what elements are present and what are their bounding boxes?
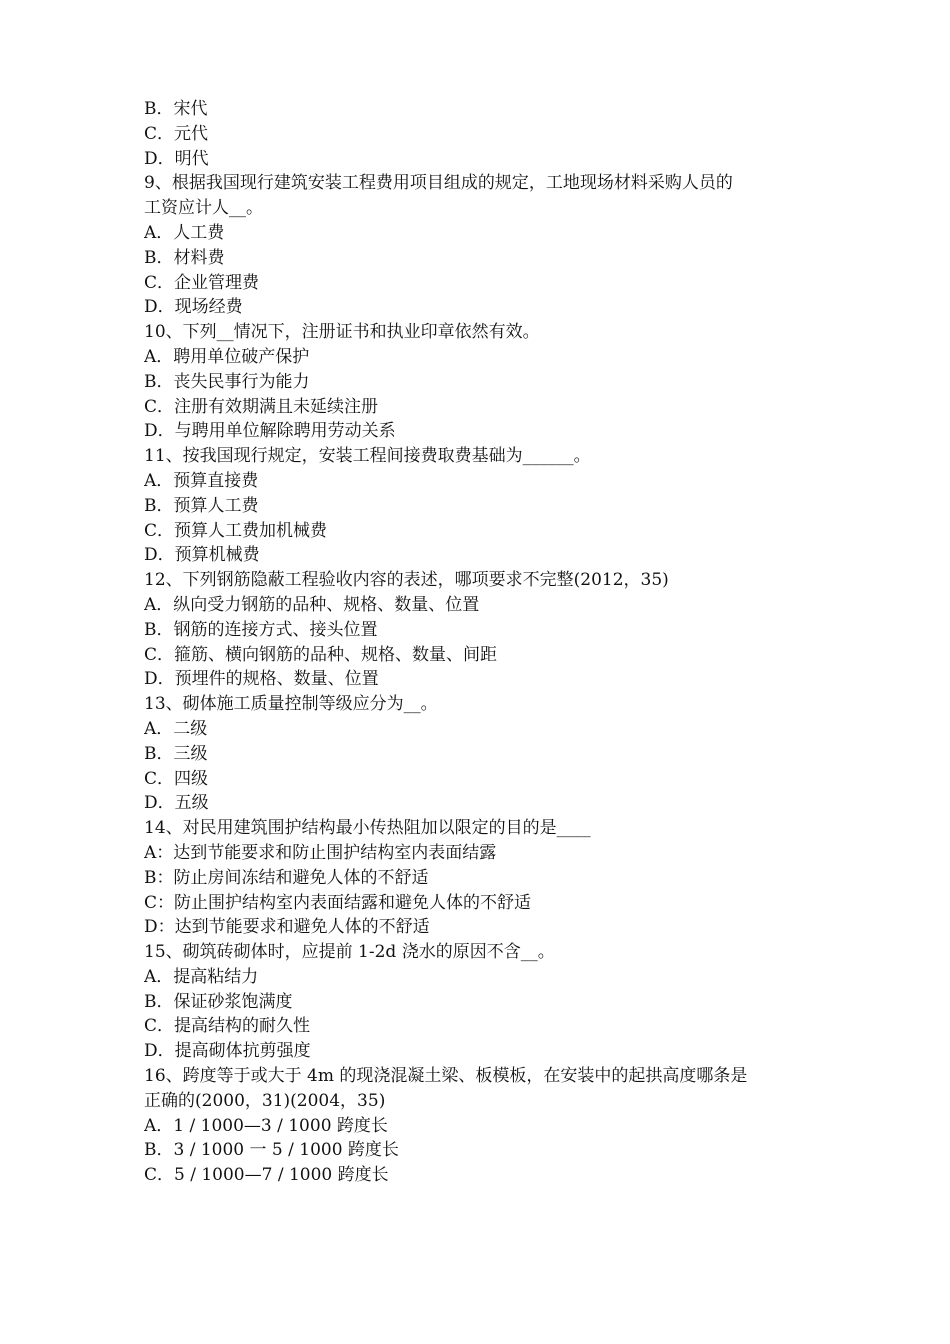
option-line: B．保证砂浆饱满度 (144, 991, 293, 1012)
option-line: B．宋代 (144, 99, 208, 119)
option-line: B．3 / 1000 一 5 / 1000 跨度长 (144, 1140, 399, 1161)
option-line: A：达到节能要求和防止围护结构室内表面结露 (144, 842, 497, 863)
option-line: D．提高砌体抗剪强度 (144, 1041, 311, 1062)
option-line: D．明代 (144, 148, 209, 169)
option-line: D．预算机械费 (144, 545, 260, 566)
option-line: A．人工费 (144, 222, 225, 243)
question-line: 正确的(2000，31)(2004，35) (144, 1090, 386, 1111)
question-line: 13、砌体施工质量控制等级应分为__。 (144, 694, 438, 715)
option-line: A．提高粘结力 (144, 966, 259, 987)
option-line: C．预算人工费加机械费 (144, 520, 328, 541)
option-line: A．纵向受力钢筋的品种、规格、数量、位置 (144, 594, 480, 615)
option-line: A．聘用单位破产保护 (144, 346, 310, 367)
question-line: 14、对民用建筑围护结构最小传热阻加以限定的目的是____ (144, 818, 591, 839)
question-line: 16、跨度等于或大于 4m 的现浇混凝土梁、板模板，在安装中的起拱高度哪条是 (144, 1066, 748, 1087)
option-line: B．材料费 (144, 247, 225, 268)
option-line: C．四级 (144, 768, 209, 789)
option-line: C．提高结构的耐久性 (144, 1016, 311, 1037)
option-line: C．企业管理费 (144, 272, 260, 293)
option-line: B．预算人工费 (144, 495, 259, 516)
option-line: D：达到节能要求和避免人体的不舒适 (144, 917, 430, 938)
option-line: D．现场经费 (144, 297, 243, 318)
question-line: 工资应计人__。 (144, 198, 263, 219)
question-line: 9、根据我国现行建筑安装工程费用项目组成的规定，工地现场材料采购人员的 (144, 173, 733, 194)
question-line: 11、按我国现行规定，安装工程间接费取费基础为______。 (144, 446, 591, 467)
option-line: A．预算直接费 (144, 470, 259, 491)
question-line: 12、下列钢筋隐蔽工程验收内容的表述，哪项要求不完整(2012，35) (144, 570, 669, 591)
option-line: C．注册有效期满且未延续注册 (144, 396, 379, 417)
option-line: B．丧失民事行为能力 (144, 371, 310, 392)
option-line: A．二级 (144, 718, 208, 739)
question-line: 15、砌筑砖砌体时，应提前 1-2d 浇水的原因不含__。 (144, 942, 555, 963)
option-line: D．五级 (144, 793, 209, 814)
document-page (144, 97, 824, 1188)
option-line: C：防止围护结构室内表面结露和避免人体的不舒适 (144, 892, 532, 913)
option-line: D．预埋件的规格、数量、位置 (144, 669, 379, 690)
option-line: B．三级 (144, 743, 208, 764)
question-line: 10、下列__情况下，注册证书和执业印章依然有效。 (144, 322, 540, 343)
option-line: C．5 / 1000—7 / 1000 跨度长 (144, 1165, 389, 1186)
option-line: C．箍筋、横向钢筋的品种、规格、数量、间距 (144, 644, 498, 665)
option-line: C．元代 (144, 123, 209, 144)
option-line: B．钢筋的连接方式、接头位置 (144, 619, 378, 640)
option-line: D．与聘用单位解除聘用劳动关系 (144, 421, 396, 442)
option-line: A．1 / 1000—3 / 1000 跨度长 (144, 1115, 388, 1136)
option-line: B：防止房间冻结和避免人体的不舒适 (144, 867, 429, 888)
